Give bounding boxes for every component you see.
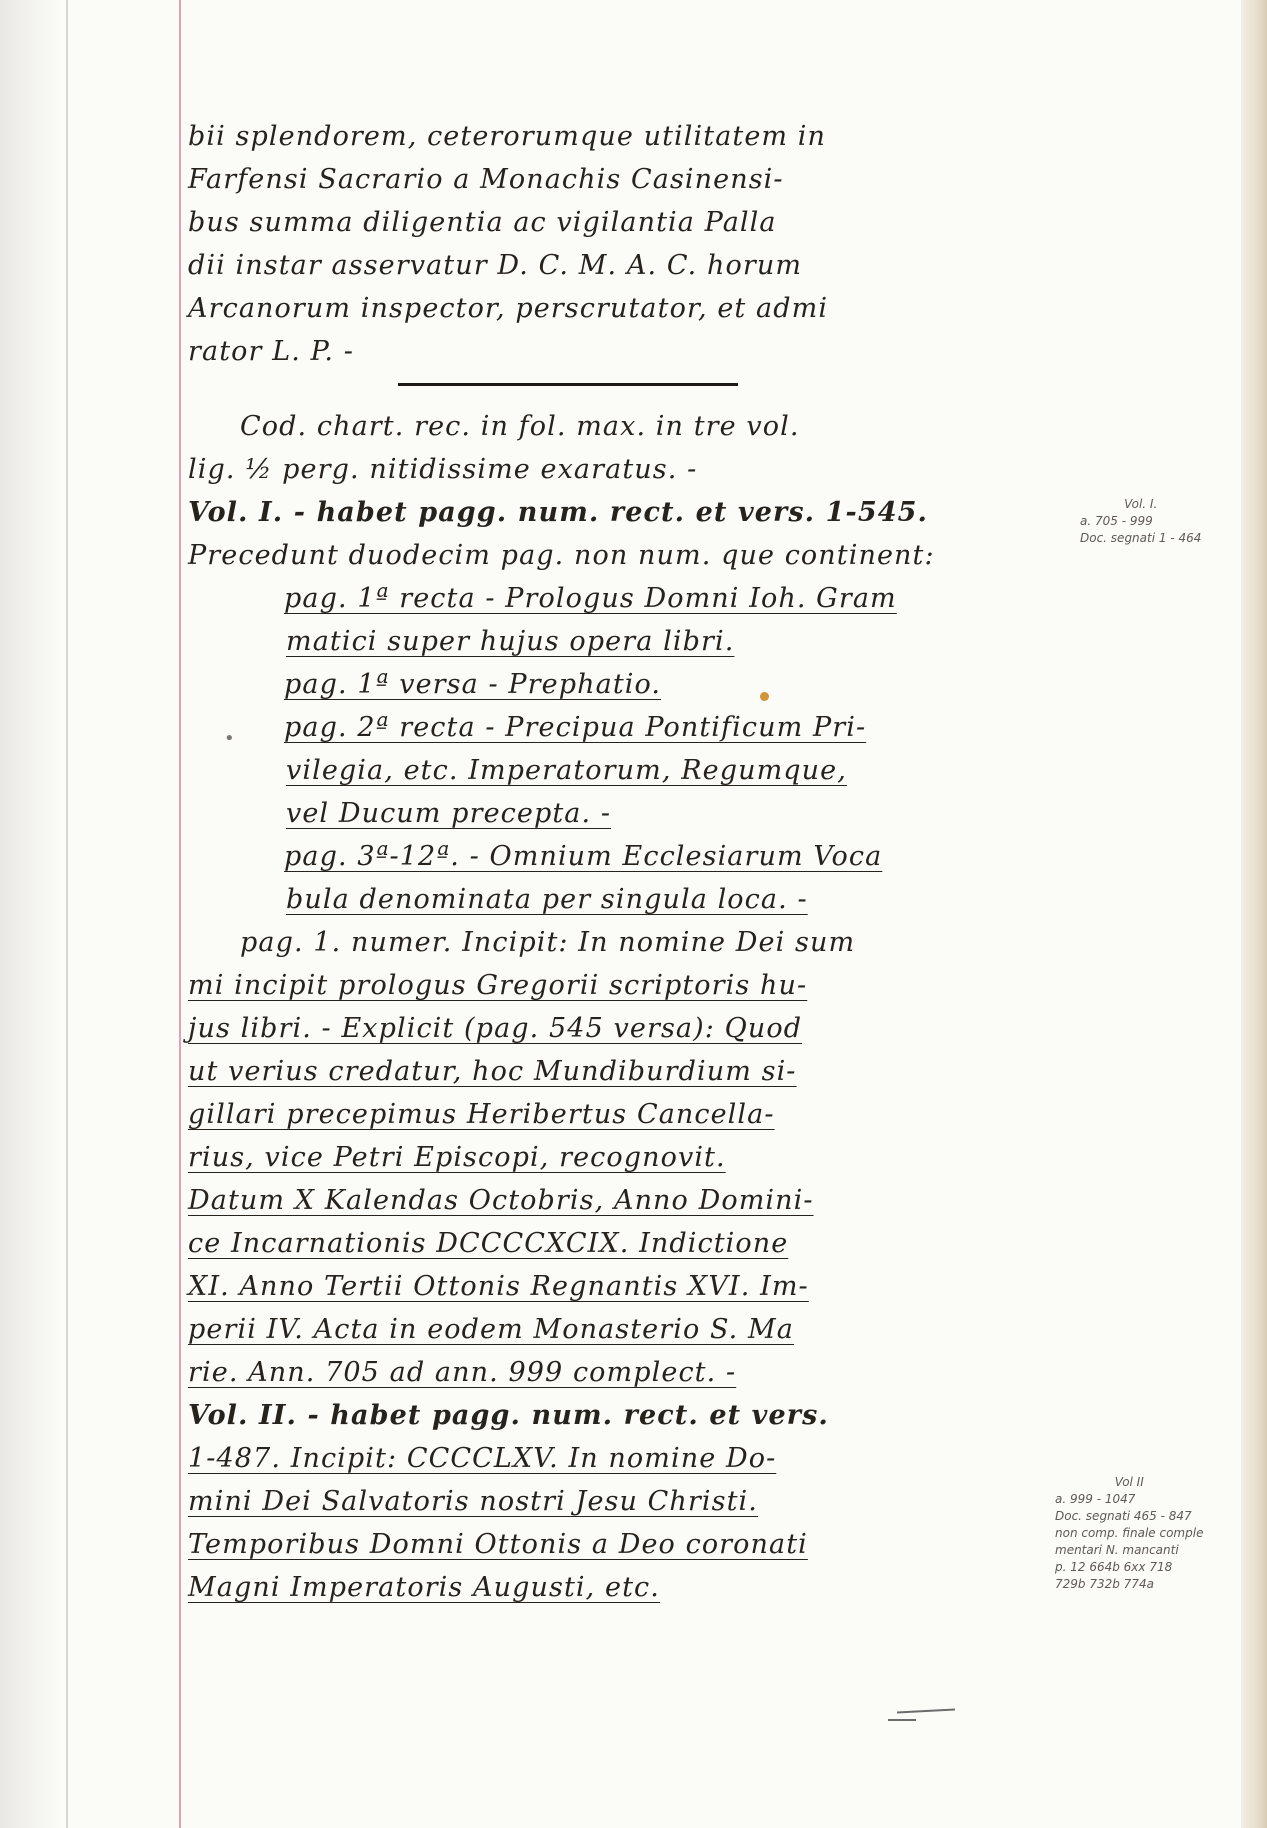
- ink-spot: [760, 692, 769, 701]
- catalog-entry: pag. 2ª recta - Precipua Pontificum Pri-: [284, 712, 867, 743]
- catalog-entry: bula denominata per singula loca. -: [286, 884, 808, 915]
- catalog-line: gillari precepimus Heribertus Cancella-: [188, 1099, 775, 1130]
- note-line: Vol II: [1114, 1475, 1144, 1489]
- catalog-entry: vilegia, etc. Imperatorum, Regumque,: [286, 755, 847, 786]
- catalog-line: Datum X Kalendas Octobris, Anno Domini-: [188, 1185, 814, 1216]
- catalog-line: Magni Imperatoris Augusti, etc.: [188, 1572, 660, 1603]
- catalog-entry: matici super hujus opera libri.: [286, 626, 735, 657]
- text-line: rator L. P. -: [188, 336, 354, 367]
- catalog-line: pag. 1. numer. Incipit: In nomine Dei sum: [240, 927, 856, 958]
- catalog-entry: pag. 1ª versa - Prephatio.: [284, 669, 662, 700]
- note-line: Vol. I.: [1124, 497, 1158, 511]
- pencil-tick: •: [224, 728, 235, 749]
- note-line: Doc. segnati 1 - 464: [1080, 531, 1202, 545]
- volume-heading: Vol. I. - habet pagg. num. rect. et vers. 1-545.: [188, 497, 928, 528]
- catalog-line: XI. Anno Tertii Ottonis Regnantis XVI. Im-: [188, 1271, 809, 1302]
- note-line: a. 705 - 999: [1080, 514, 1153, 528]
- manuscript-body: [188, 115, 1043, 1609]
- text-line: bii splendorem, ceterorumque utilitatem in: [188, 121, 827, 152]
- divider-rule: [398, 383, 738, 386]
- binding-gutter: [0, 0, 62, 1828]
- catalog-line: perii IV. Acta in eodem Monasterio S. Ma: [188, 1314, 794, 1345]
- catalog-line: mini Dei Salvatoris nostri Jesu Christi.: [188, 1486, 758, 1517]
- note-line: a. 999 - 1047: [1055, 1492, 1136, 1506]
- volume-heading: Vol. II. - habet pagg. num. rect. et vers.: [188, 1400, 829, 1431]
- note-line: 729b 732b 774a: [1055, 1577, 1154, 1591]
- catalog-line: Cod. chart. rec. in fol. max. in tre vol.: [240, 411, 800, 442]
- note-line: p. 12 664b 6xx 718: [1055, 1560, 1173, 1574]
- text-line: Farfensi Sacrario a Monachis Casinensi-: [188, 164, 784, 195]
- closing-flourish: [897, 1708, 955, 1713]
- catalog-line: Precedunt duodecim pag. non num. que continent:: [188, 540, 935, 571]
- margin-rule: [179, 0, 181, 1828]
- catalog-line: rius, vice Petri Episcopi, recognovit.: [188, 1142, 726, 1173]
- note-line: mentari N. mancanti: [1055, 1543, 1179, 1557]
- catalog-line: Temporibus Domni Ottonis a Deo coronati: [188, 1529, 808, 1560]
- catalog-line: lig. ½ perg. nitidissime exaratus. -: [188, 454, 698, 485]
- section-divider: [188, 373, 1043, 405]
- page-edge-right: [1241, 0, 1267, 1828]
- note-line: non comp. finale comple: [1055, 1526, 1204, 1540]
- catalog-line: ce Incarnationis DCCCCXCIX. Indictione: [188, 1228, 789, 1259]
- catalog-entry: pag. 3ª-12ª. - Omnium Ecclesiarum Voca: [284, 841, 883, 872]
- catalog-entry: vel Ducum precepta. -: [286, 798, 612, 829]
- text-line: bus summa diligentia ac vigilantia Palla: [188, 207, 777, 238]
- text-line: Arcanorum inspector, perscrutator, et admi: [188, 293, 829, 324]
- catalog-line: 1-487. Incipit: CCCCLXV. In nomine Do-: [188, 1443, 777, 1474]
- pencil-note-vol1: [1080, 496, 1201, 547]
- text-line: dii instar asservatur D. C. M. A. C. horum: [188, 250, 803, 281]
- catalog-line: ut verius credatur, hoc Mundiburdium si-: [188, 1056, 797, 1087]
- pencil-note-vol2: [1055, 1474, 1203, 1593]
- closing-flourish: [888, 1719, 916, 1721]
- sheet-edge: [66, 0, 68, 1828]
- catalog-entry: pag. 1ª recta - Prologus Domni Ioh. Gram: [284, 583, 897, 614]
- note-line: Doc. segnati 465 - 847: [1055, 1509, 1192, 1523]
- catalog-line: mi incipit prologus Gregorii scriptoris hu-: [188, 970, 808, 1001]
- catalog-line: rie. Ann. 705 ad ann. 999 complect. -: [188, 1357, 737, 1388]
- catalog-line: jus libri. - Explicit (pag. 545 versa): Quod: [188, 1013, 803, 1044]
